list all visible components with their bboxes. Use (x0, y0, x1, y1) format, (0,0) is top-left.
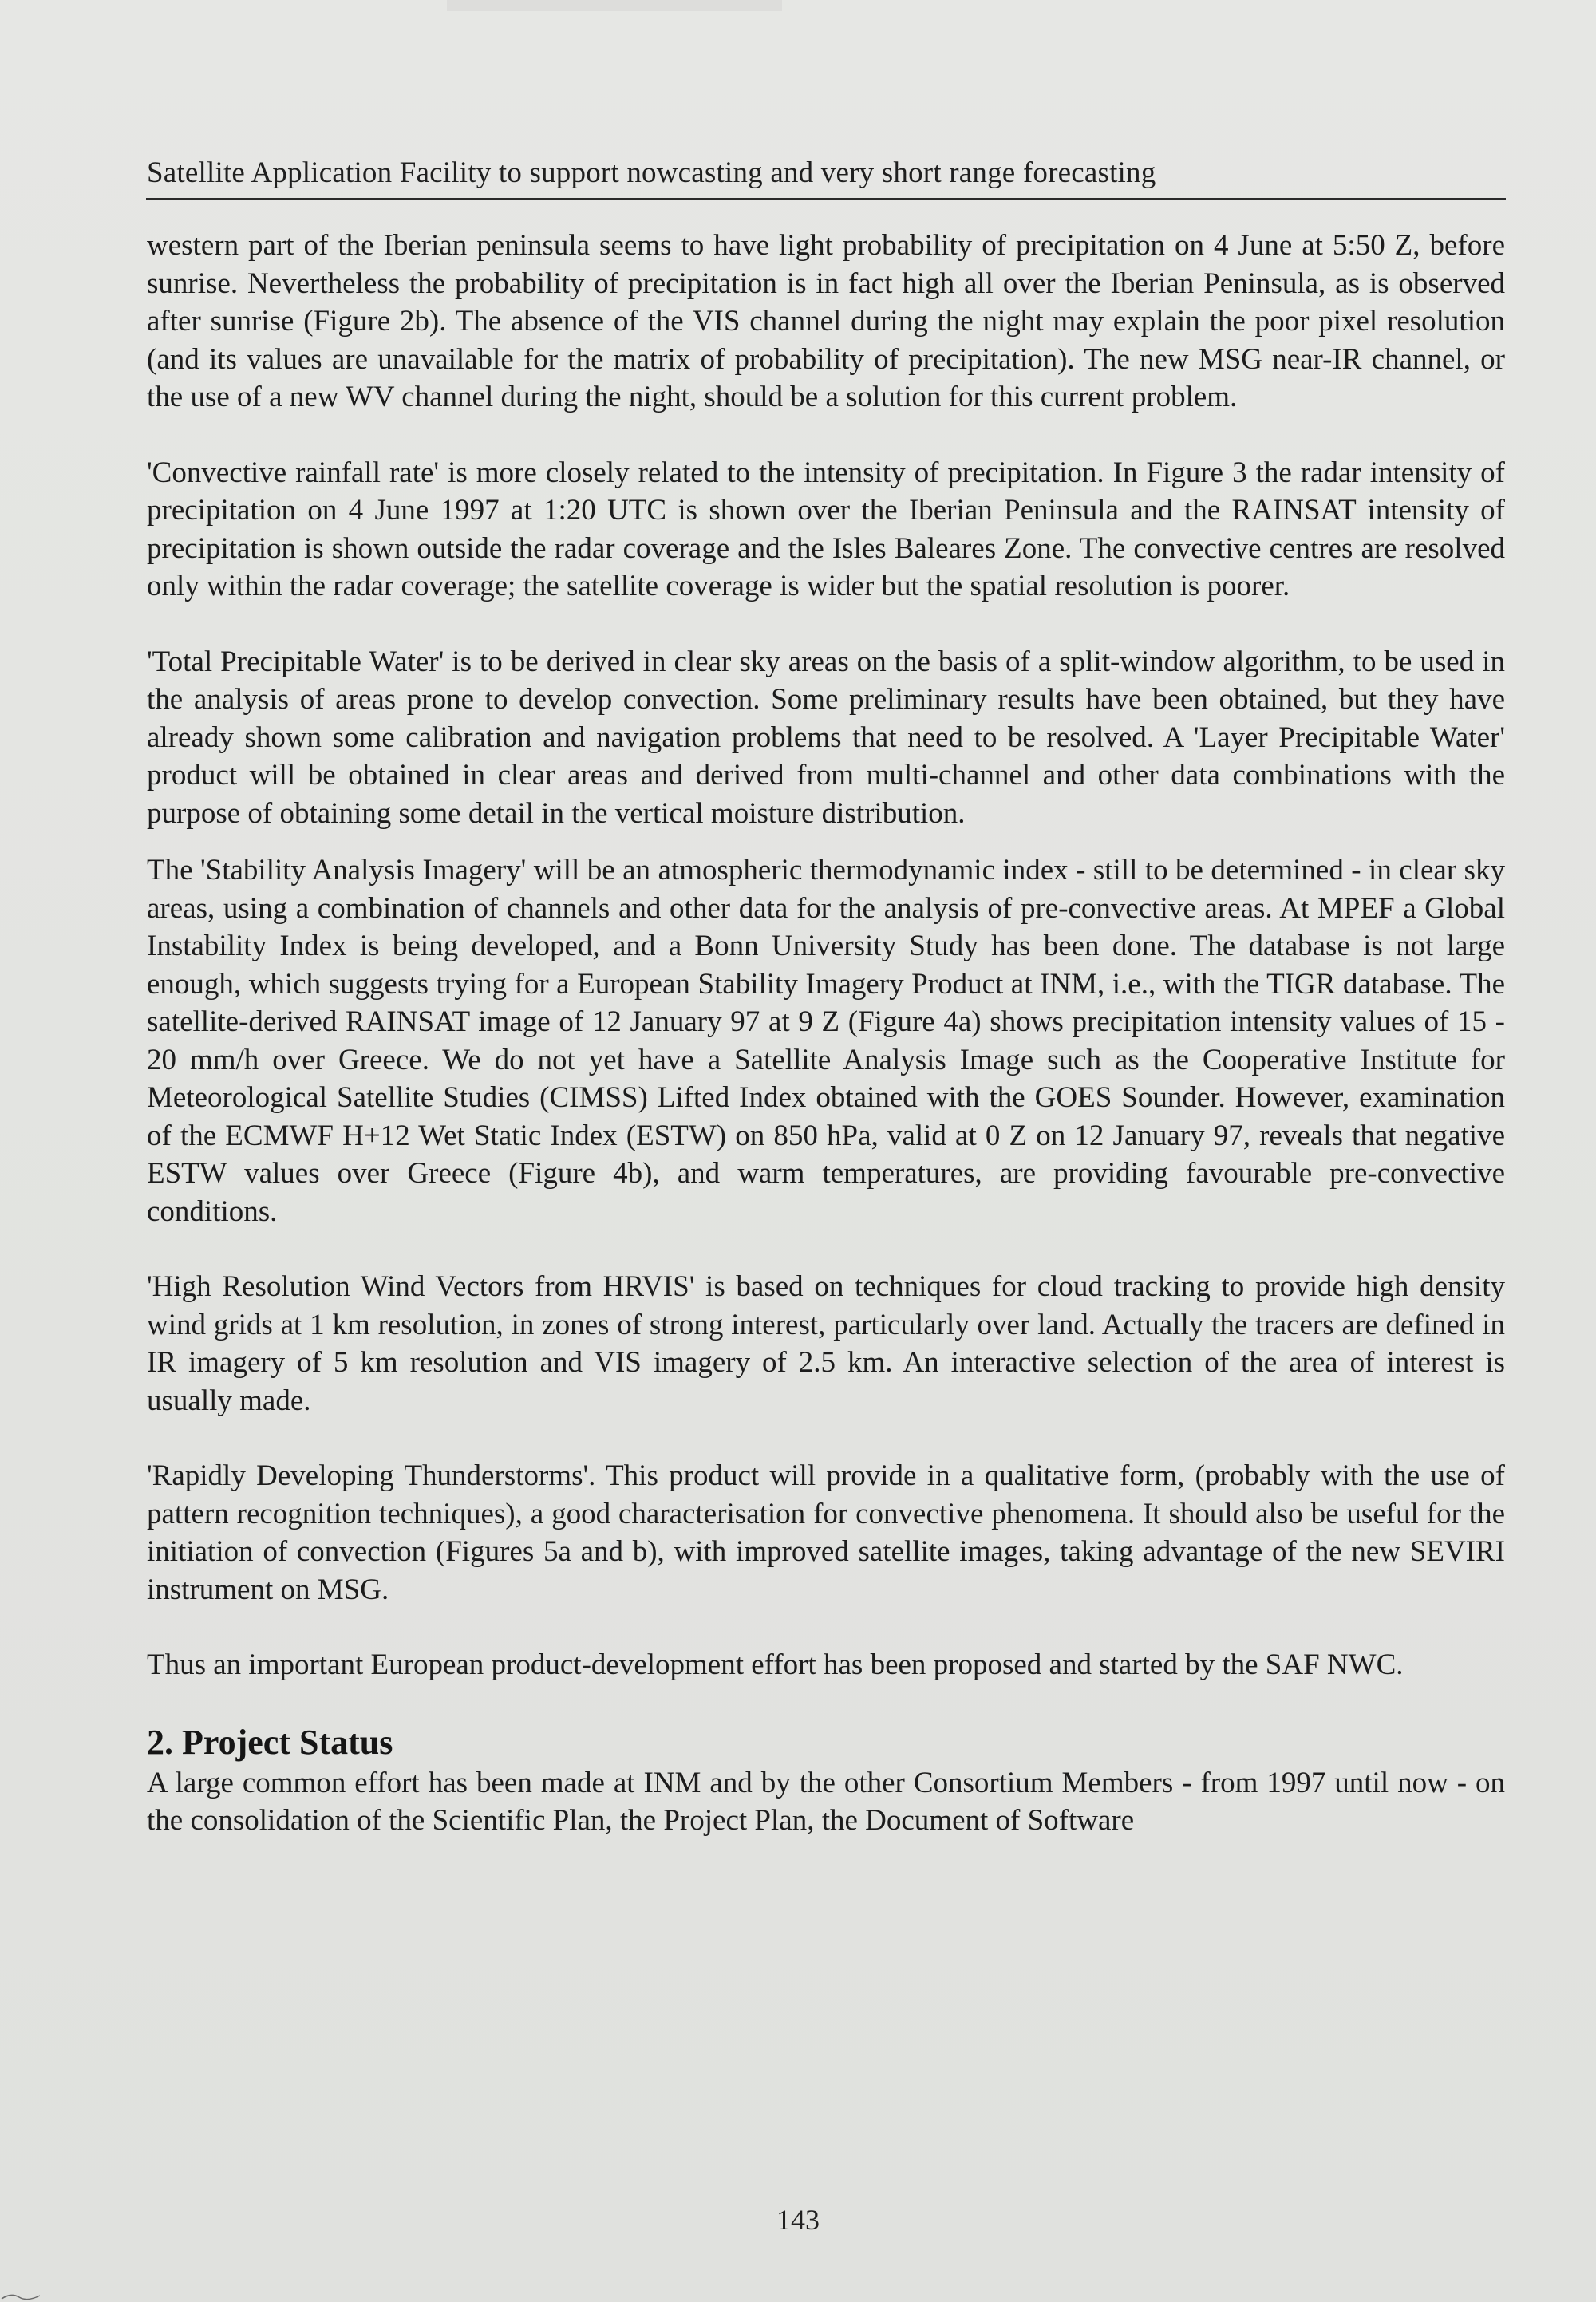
paragraph-convective-rainfall-rate: 'Convective rainfall rate' is more closely related to the intensity of precipitation. In Figure 3 the radar intensity of precipitation on 4 June 1997 at 1:20 UTC is shown over the Iberian Peninsula and the RAINSAT intensity of precipitation is shown outside the radar coverage and the Isles Baleares Zone. The convective centres are resolved only within the radar coverage; the satellite coverage is wider but the spatial resolution is poorer. (147, 456, 1505, 602)
paragraph-stability-analysis-imagery: The 'Stability Analysis Imagery' will be an atmospheric thermodynamic index - still to be determined - in clear sky areas, using a combination of channels and other data for the analysis of pre-convective areas. At MPEF a Global Instability Index is being developed, and a Bonn University Study has been done. The database is not large enough, which suggests trying for a European Stability Imagery Product at INM, i.e., with the TIGR database. The satellite-derived RAINSAT image of 12 January 97 at 9 Z (Figure 4a) shows precipitation intensity values of 15 - 20 mm/h over Greece. We do not yet have a Satellite Analysis Image such as the Cooperative Institute for Meteorological Satellite Studies (CIMSS) Lifted Index obtained with the GOES Sounder. However, examination of the ECMWF H+12 Wet Static Index (ESTW) on 850 hPa, valid at 0 Z on 12 January 97, reveals that negative ESTW values over Greece (Figure 4b), and warm temperatures, are providing favourable pre-convective conditions. (147, 854, 1505, 1228)
scan-shadow (447, 0, 782, 11)
scan-artifact-mark (0, 2278, 48, 2302)
paragraph-conclusion: Thus an important European product-development effort has been proposed and started by the SAF NWC. (147, 1649, 1404, 1681)
section-heading-project-status: 2. Project Status (147, 1722, 393, 1762)
paragraph-precipitation-probability: western part of the Iberian peninsula seems to have light probability of precipitation on 4 June at 5:50 Z, before sunrise. Nevertheless the probability of precipitation is in fact high all over the Iberian Peninsula, as is observed after sunrise (Figure 2b). The absence of the VIS channel during the night may explain the poor pixel resolution (and its values are unavailable for the matrix of probability of precipitation). The new MSG near-IR channel, or the use of a new WV channel during the night, should be a solution for this current problem. (147, 229, 1505, 413)
paragraph-high-resolution-wind-vectors: 'High Resolution Wind Vectors from HRVIS' is based on techniques for cloud tracking to provide high density wind grids at 1 km resolution, in zones of strong interest, particularly over land. Actually the tracers are defined in IR imagery of 5 km resolution and VIS imagery of 2.5 km. An interactive selection of the area of interest is usually made. (147, 1270, 1505, 1417)
running-header: Satellite Application Facility to support nowcasting and very short range forecasting (147, 156, 1156, 189)
paragraph-project-status: A large common effort has been made at INM and by the other Consortium Members - from 1997 until now - on the consolidation of the Scientific Plan, the Project Plan, the Document of Software (147, 1766, 1505, 1837)
paragraph-total-precipitable-water: 'Total Precipitable Water' is to be derived in clear sky areas on the basis of a split-window algorithm, to be used in the analysis of areas prone to develop convection. Some preliminary results have been obtained, but they have already shown some calibration and navigation problems that need to be resolved. A 'Layer Precipitable Water' product will be obtained in clear areas and derived from multi-channel and other data combinations with the purpose of obtaining some detail in the vertical moisture distribution. (147, 645, 1505, 830)
paragraph-rapidly-developing-thunderstorms: 'Rapidly Developing Thunderstorms'. This product will provide in a qualitative form, (probably with the use of pattern recognition techniques), a good characterisation for convective phenomena. It should also be useful for the initiation of convection (Figures 5a and b), with improved satellite images, taking advantage of the new SEVIRI instrument on MSG. (147, 1459, 1505, 1606)
header-rule (146, 198, 1506, 200)
page-number: 143 (776, 2204, 820, 2236)
body-text (147, 227, 1505, 1840)
